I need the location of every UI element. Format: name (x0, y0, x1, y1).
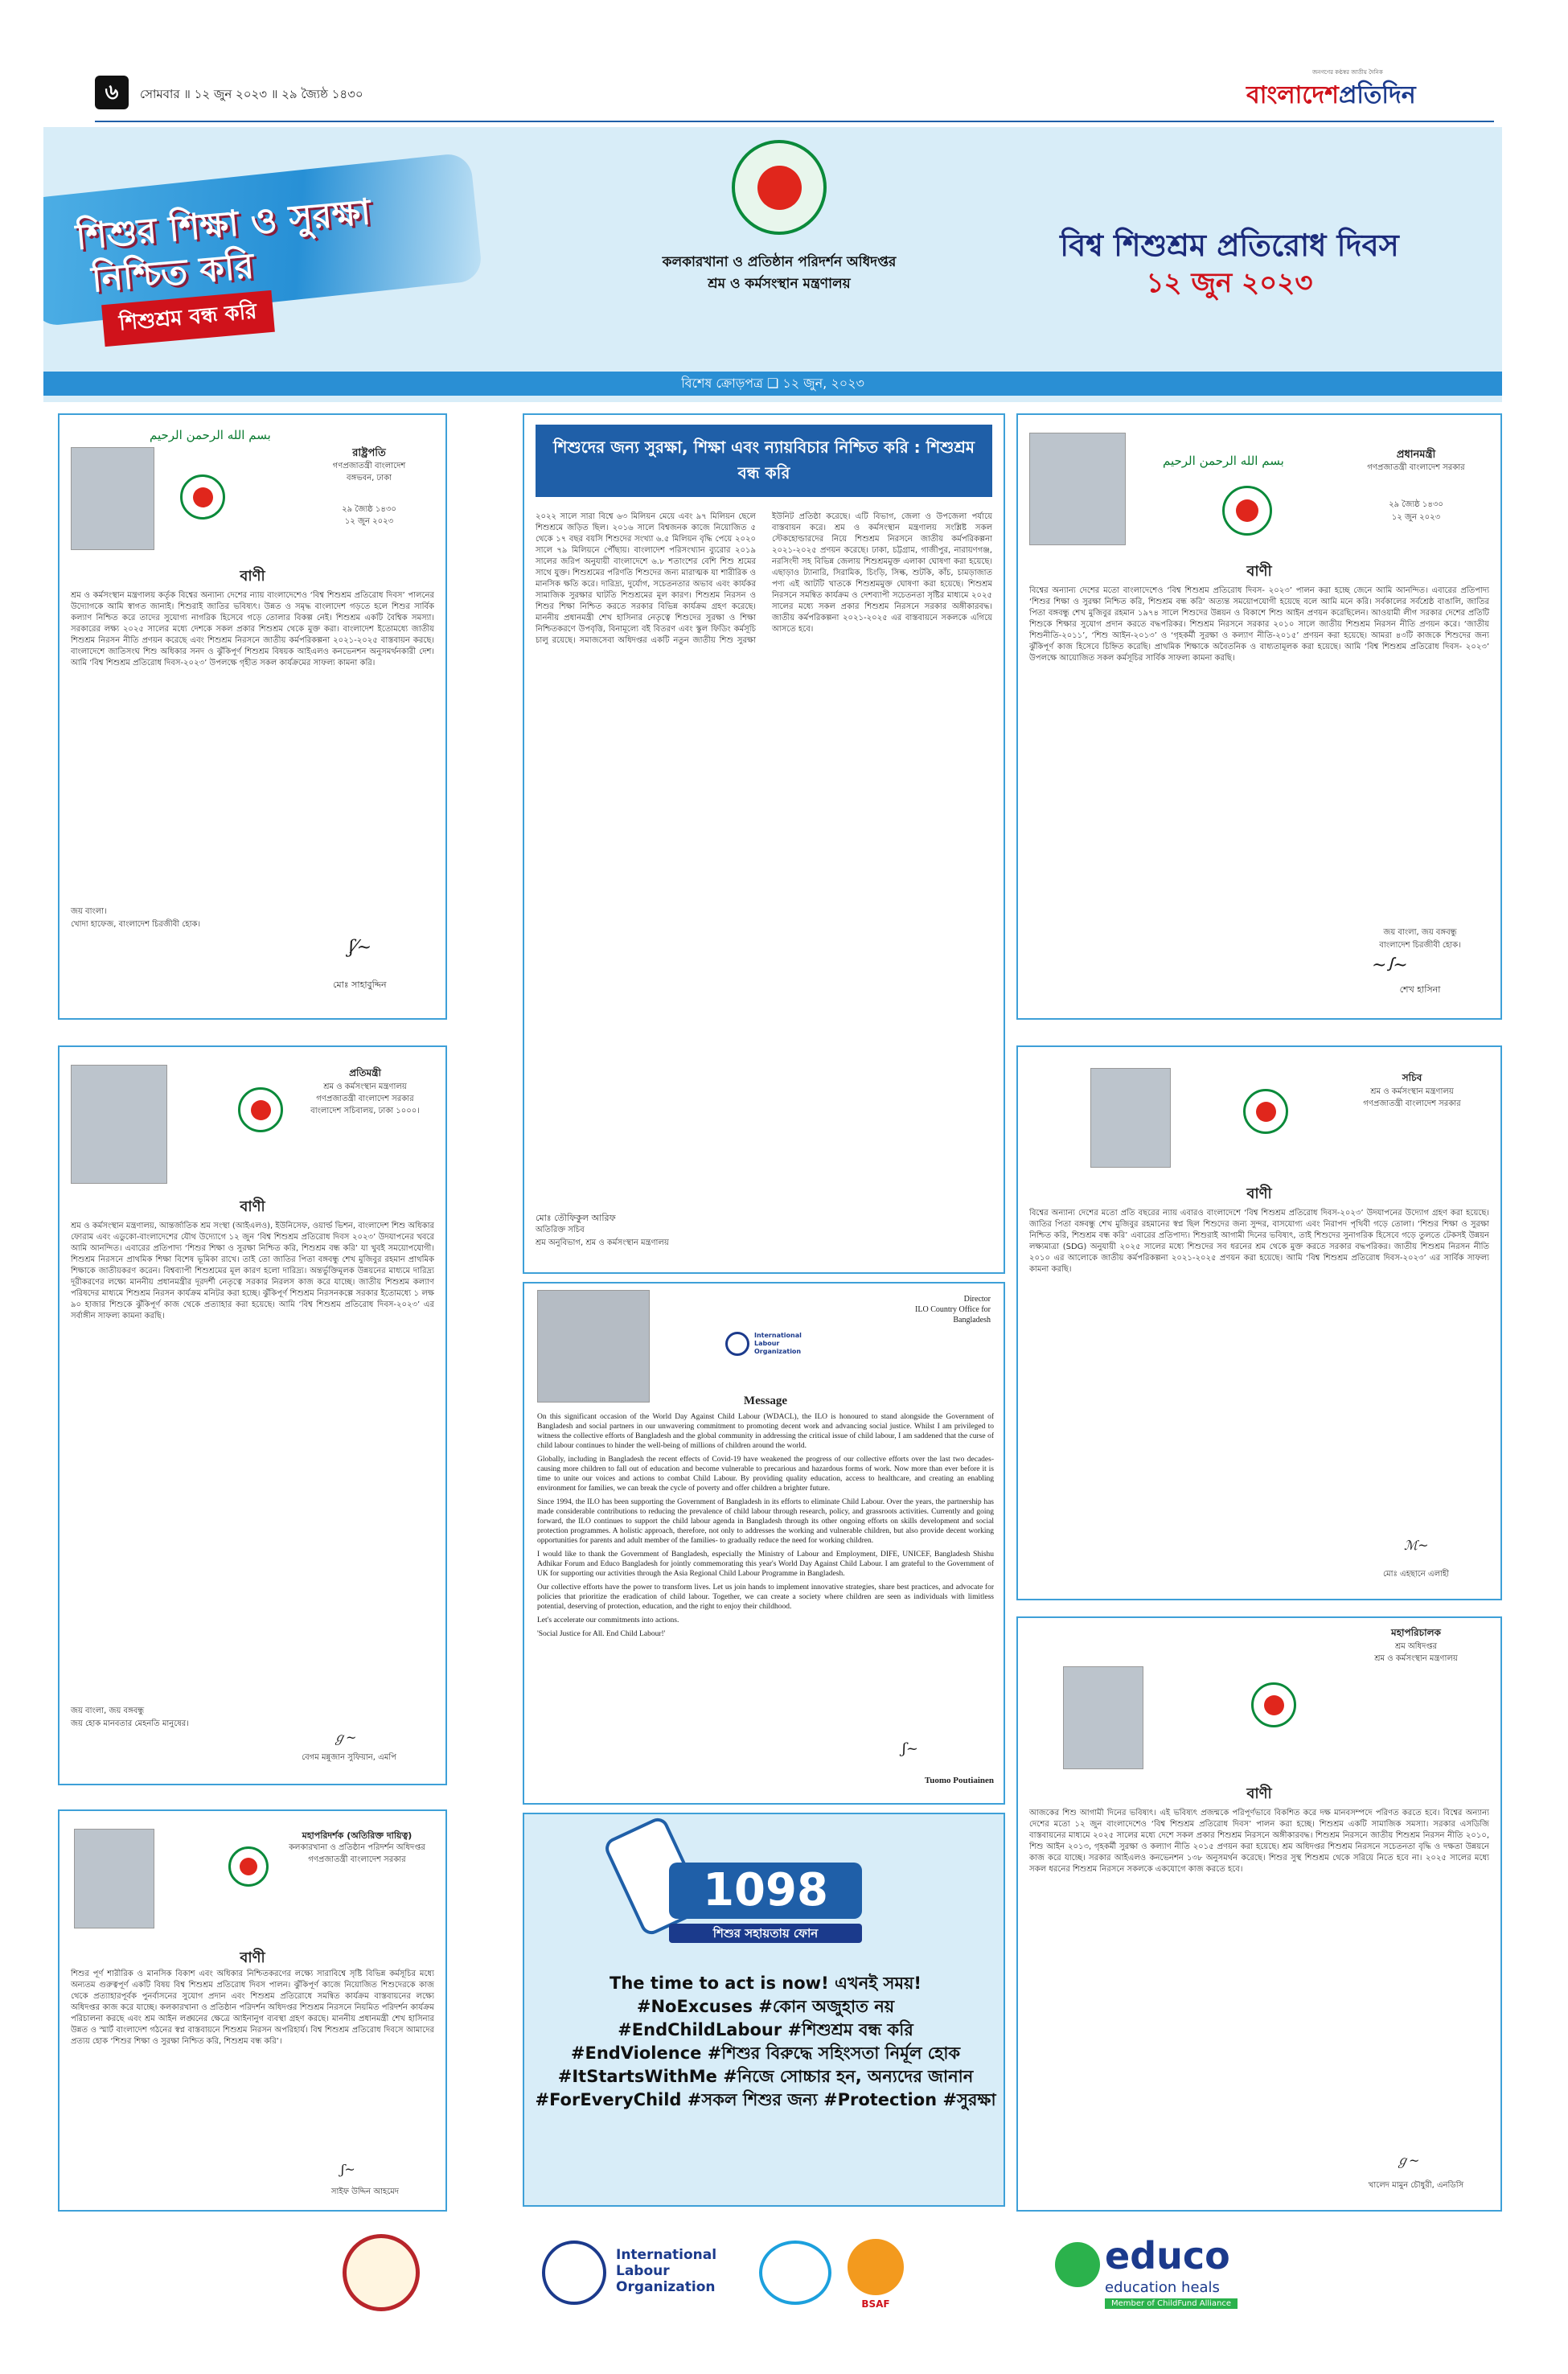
hashtag-line: The time to act is now! এখনই সময়! (610, 1974, 922, 1993)
pm-org: গণপ্রজাতন্ত্রী বাংলাদেশ সরকার (1367, 463, 1465, 472)
center-headline: শিশুদের জন্য সুরক্ষা, শিক্ষা এবং ন্যায়বিচার নিশ্চিত করি : শিশুশ্রম বন্ধ করি (536, 425, 992, 497)
ilo-director-photo (537, 1290, 650, 1403)
dg-emblem (1251, 1682, 1296, 1727)
state-minister-box (58, 1045, 447, 1785)
dg-title1: মহাপরিচালক (1391, 1627, 1441, 1638)
president-heading: বাণী (240, 568, 265, 585)
ilo-logo-l1: International (754, 1332, 802, 1339)
bsaf-label: BSAF (861, 2298, 890, 2310)
educo-sub: Member of ChildFund Alliance (1105, 2298, 1238, 2309)
bismillah-text-pm: بسم الله الرحمن الرحيم (1163, 454, 1284, 468)
pm-message-box (1016, 413, 1502, 1020)
pm-emblem (1222, 486, 1272, 536)
pm-closing1: জয় বাংলা, জয় বঙ্গবন্ধু (1383, 928, 1457, 937)
ig-dept: কলকারখানা ও প্রতিষ্ঠান পরিদর্শন অধিদপ্তর (289, 1843, 425, 1852)
educo-person-icon (1055, 2242, 1100, 2287)
secretary-signature: ℳ~ (1404, 1538, 1429, 1553)
state-minister-closing2: জয় হোক মানবতার মেহনতি মানুষের। (71, 1719, 189, 1728)
hashtag-line: #EndViolence #শিশুর বিরুদ্ধে সহিংসতা নির্মূল হোক (570, 2043, 961, 2063)
ilo-message-heading: Message (743, 1394, 788, 1407)
state-minister-ministry: শ্রম ও কর্মসংস্থান মন্ত্রণালয় (323, 1082, 407, 1091)
dg-heading: বাণী (1246, 1785, 1272, 1802)
header-rule (95, 121, 1494, 122)
secretary-title: সচিব (1402, 1072, 1422, 1083)
dg-photo (1063, 1666, 1143, 1769)
newspaper-logo (1246, 68, 1496, 113)
hashtag-line: #ItStartsWithMe #নিজে সোচ্চার হন, অন্যদের জানান (557, 2067, 974, 2086)
ig-box (58, 1809, 447, 2212)
slogan-line3-badge: শিশুশ্রম বন্ধ করি (101, 290, 274, 347)
pm-photo (1029, 433, 1126, 545)
ilo-footer-icon (542, 2241, 606, 2305)
secretary-name: মোঃ এহছানে এলাহী (1382, 1570, 1450, 1579)
dg-title2: শ্রম অধিদপ্তর (1394, 1642, 1438, 1651)
president-signature: ʃ⁄~ (349, 938, 372, 958)
state-minister-closing1: জয় বাংলা, জয় বঙ্গবন্ধু (71, 1707, 145, 1715)
center-body: ২০২২ সালে সারা বিশ্বে ৬৩ মিলিয়ন মেয়ে এবং ৯৭ মিলিয়ন ছেলে শিশুশ্রমে জড়িত ছিল। ২০১৬ সালে বিশ্বজনক কাজে নিয়োজিত ৫ থেকে ১৭ বছর বয়সি শিশুদের সংখ্যা ৬.৫ মিলিয়ন বৃদ্ধি পেয়ে ২০২০ সালে ৭৯ মিলিয়নে পৌঁছায়। বাংলাদেশ পরিসংখ্যান ব্যুরোর ২০১৯ সালের জরিপ অনুযায়ী বাংলাদেশে ৬.৮ শতাংশের বেশি শিশু শ্রমের সাথে যুক্ত। শিশুশ্রমের পরিণতি শিশুদের জন্য মারাত্মক যা শারীরিক ও মানসিক ক্ষতি করে। দারিদ্র্য, দুর্যোগ, সচেতনতার অভাব এবং কার্যকর সামাজিক সুরক্ষার ঘাটতি শিশুশ্রমের মূল কারণ। শিশুশ্রম নিরসন ও শিশুর শিক্ষা নিশ্চিত করতে সরকার বিভিন্ন কার্যক্রম গ্রহণ করেছে। মাননীয় প্রধানমন্ত্রী শেখ হাসিনার নেতৃত্বে শিশুদের সুরক্ষা ও শিক্ষা নিশ্চিতকরণে উপবৃত্তি, বিনামূল্যে বই বিতরণ এবং স্কুল ফিডিং কর্মসূচি চালু রয়েছে। সমাজসেবা অধিদপ্তর একটি নতুন জাতীয় শিশু সুরক্ষা ইউনিট প্রতিষ্ঠা করেছে। এটি বিভাগ, জেলা ও উপজেলা পর্যায়ে বাস্তবায়ন করে। শ্রম ও কর্মসংস্থান মন্ত্রণালয় সংশ্লিষ্ট সকল স্টেকহোল্ডারদের নিয়ে শিশুশ্রম নিরসনে জাতীয় কর্মপরিকল্পনা ২০২১-২০২৫ প্রণয়ন করেছে। ঢাকা, চট্টগ্রাম, গাজীপুর, নারায়ণগঞ্জ, নরসিংদী সহ বিভিন্ন জেলায় শিশুশ্রমমুক্ত এলাকা ঘোষণা করা হয়েছে। এছাড়াও ট্যানারি, সিরামিক, চিংড়ি, সিল্ক, শুটকি, কাঁচ, চামড়াজাত পণ্য এই আটটি খাতকে শিশুশ্রমমুক্ত ঘোষণা করা হয়েছে। শিশুশ্রম নিরসনে সমন্বিত কার্যক্রম ও দেশব্যাপী সচেতনতা সৃষ্টির মাধ্যমে ২০২৫ সালের মধ্যে সকল প্রকার শিশুশ্রম নিরসনে সরকার অঙ্গীকারবদ্ধ। জাতীয় কর্মপরিকল্পনা ২০২১-২০২৫ এর বাস্তবায়নে সকলকে এগিয়ে আসতে হবে। (536, 512, 992, 645)
center-author-title1: অতিরিক্ত সচিব (536, 1226, 585, 1234)
secretary-org: গণপ্রজাতন্ত্রী বাংলাদেশ সরকার (1363, 1099, 1461, 1108)
ilo-quote: 'Social Justice for All. End Child Labour!' (537, 1630, 666, 1638)
helpline-label: শিশুর সহায়তায় ফোন (669, 1924, 862, 1943)
ilo-logo-l2: Labour (754, 1340, 780, 1347)
president-closing2: খোদা হাফেজ, বাংলাদেশ চিরজীবী হোক। (71, 920, 201, 929)
ilo-office2: Bangladesh (953, 1316, 991, 1325)
ig-photo (74, 1829, 154, 1928)
ilo-footer-l3: Organization (616, 2279, 716, 2295)
dg-box (1016, 1616, 1502, 2212)
president-name: মোঃ সাহাবুদ্দিন (333, 980, 387, 990)
hashtag-line: #NoExcuses #কোন অজুহাত নয় (636, 1997, 895, 2016)
educo-name: educo (1105, 2234, 1230, 2277)
president-closing1: জয় বাংলা। (71, 907, 107, 916)
ilo-footer-l2: Labour (616, 2263, 670, 2279)
hashtag-list (532, 1972, 999, 2112)
pm-body: বিশ্বের অন্যান্য দেশের মতো বাংলাদেশেও ‘বিশ্ব শিশুশ্রম প্রতিরোধ দিবস- ২০২৩’ পালন করা হচ্ছে জেনে আমি আনন্দিত। এবারের প্রতিপাদ্য ‘শিশুর শিক্ষা ও সুরক্ষা নিশ্চিত করি, শিশুশ্রম বন্ধ করি’ অত্যন্ত সময়োপযোগী হয়েছে বলে আমি মনে করি। সর্বকালের সর্বশ্রেষ্ঠ বাঙালি, জাতির পিতা বঙ্গবন্ধু শেখ মুজিবুর রহমান ১৯৭৪ সালে শিশুদের উন্নয়ন ও বিকাশে শিশু আইন প্রণয়ন করেছিলেন। আওয়ামী লীগ সরকার দেশের প্রতিটি শিশুকে শিক্ষার সুযোগ প্রদান করতে বদ্ধপরিকর। শিশুশ্রম নিরসনে সরকার ২০১০ সালে জাতীয় শিশুশ্রম নিরসন নীতি প্রণয়ন করে। ‘জাতীয় শিশুনীতি-২০১১’, ‘শিশু আইন-২০১৩’ ও ‘গৃহকর্মী সুরক্ষা ও কল্যাণ নীতি-২০১৫’ প্রণয়ন করা হয়েছে। আমরা ৪৩টি কাজকে শিশুদের জন্য ঝুঁকিপূর্ণ কাজ হিসেবে চিহ্নিত করেছি। প্রাথমিক শিক্ষাকে অবৈতনিক ও বাধ্যতামূলক করা হয়েছে। আমি ‘বিশ্ব শিশুশ্রম প্রতিরোধ দিবস- ২০২৩’ উপলক্ষে আয়োজিত সকল কর্মসূচির সার্বিক সাফল্য কামনা করছি। (1029, 586, 1489, 663)
president-date2: ১২ জুন ২০২৩ (344, 517, 394, 526)
state-minister-title: প্রতিমন্ত্রী (349, 1067, 381, 1078)
ilo-p6: Let's accelerate our commitments into actions. (537, 1616, 679, 1624)
state-minister-org: গণপ্রজাতন্ত্রী বাংলাদেশ সরকার (316, 1095, 414, 1103)
page-number: ৬ (95, 76, 129, 109)
bsaf-logo (848, 2239, 904, 2295)
ilo-footer-l1: International (616, 2247, 717, 2263)
ilo-logo-icon (725, 1332, 749, 1356)
unicef-logo (759, 2241, 831, 2305)
ilo-message-body (537, 1412, 994, 1639)
ilo-logo-l3: Organization (754, 1348, 802, 1355)
header-date: সোমবার ॥ ১২ জুন ২০২৩ ॥ ২৯ জ্যৈষ্ঠ ১৪৩০ (140, 87, 363, 101)
ig-body: শিশুর পূর্ণ শারীরিক ও মানসিক বিকাশ এবং অধিকার নিশ্চিতকরণের লক্ষ্যে সারাবিশ্বে সৃষ্টি বিভিন্ন কর্মসূচির মধ্যে অন্যতম গুরুত্বপূর্ণ একটি বিষয় বিশ্ব শিশুশ্রম প্রতিরোধ দিবস পালন। ঝুঁকিপূর্ণ কাজে নিয়োজিত শিশুদেরকে কাজ থেকে প্রত্যাহারপূর্বক পুনর্বাসনের সুযোগ প্রদান এবং শিশুশ্রম প্রতিরোধে সমন্বিত কার্যক্রম বাস্তবায়নের লক্ষ্যে অধিদপ্তর কাজ করে যাচ্ছে। কলকারখানা ও প্রতিষ্ঠান পরিদর্শন অধিদপ্তর শিশুশ্রম নিরসনে নিয়মিত পরিদর্শন কার্যক্রম পরিচালনা করছে এবং শ্রম আইন লঙ্ঘনের ক্ষেত্রে আইনানুগ ব্যবস্থা গ্রহণ করছে। মাননীয় প্রধানমন্ত্রী শেখ হাসিনার উন্নত ও স্মার্ট বাংলাদেশ গঠনের স্বপ্ন বাস্তবায়নে শিশুশ্রম নিরসন অপরিহার্য। বিশ্ব শিশুশ্রম প্রতিরোধ দিবসে আমাদের প্রত্যয় হোক ‘শিশুর শিক্ষা ও সুরক্ষা নিশ্চিত করি, শিশুশ্রম বন্ধ করি’। (71, 1969, 434, 2046)
logo-part2: প্রতিদিন (1338, 81, 1416, 109)
logo-part1: বাংলাদেশ (1246, 81, 1339, 109)
helpline-box (523, 1813, 1005, 2207)
ig-name: সাইফ উদ্দিন আহমেদ (330, 2187, 400, 2196)
dg-name: খালেদ মামুন চৌধুরী, এনডিসি (1368, 2181, 1464, 2190)
ig-signature: ʃ~ (341, 2162, 355, 2177)
state-minister-name: বেগম মন্নুজান সুফিয়ান, এমপি (302, 1753, 396, 1762)
slogan-line2: নিশ্চিত করি (89, 245, 256, 301)
president-photo (71, 447, 154, 550)
dg-ministry: শ্রম ও কর্মসংস্থান মন্ত্রণালয় (1374, 1654, 1458, 1663)
pm-heading: বাণী (1246, 563, 1272, 580)
president-emblem (180, 474, 225, 520)
state-minister-body: শ্রম ও কর্মসংস্থান মন্ত্রণালয়, আন্তর্জাতিক শ্রম সংস্থা (আইএলও), ইউনিসেফ, ওয়ার্ল্ড ভিশন, বাংলাদেশ শিশু অধিকার ফোরাম এবং এডুকো-বাংলাদেশের যৌথ উদ্যোগে ১২ জুন ‘বিশ্ব শিশুশ্রম প্রতিরোধ দিবস ২০২৩’ উদযাপনের খবরে আমি আনন্দিত। এবারের প্রতিপাদ্য ‘শিশুর শিক্ষা ও সুরক্ষা নিশ্চিত করি, শিশুশ্রম বন্ধ করি’ যা খুবই সময়োপযোগী। শিশুশ্রম নিরসনে প্রাথমিক শিক্ষা বিশেষ ভূমিকা রাখে। তাই তো জাতির পিতা বঙ্গবন্ধু শেখ মুজিবুর রহমান প্রাথমিক শিক্ষাকে জাতীয়করণ করেন। বিশ্বব্যাপী শিশুশ্রমের মূল কারণ হলো দারিদ্র্য। অন্তর্ভুক্তিমূলক উন্নয়নের মাধ্যমে দারিদ্র্য দূরীকরণের লক্ষ্যে মাননীয় প্রধানমন্ত্রীর দূরদর্শী নেতৃত্বে সরকার নিরলস কাজ করে যাচ্ছে। জাতীয় শিশুশ্রম কল্যাণ পরিষদের মাধ্যমে শিশুশ্রম নিরসন কার্যক্রম মনিটর করা হচ্ছে। ঝুঁকিপূর্ণ শিশুশ্রম নিরসনকল্পে সরকার ইতোমধ্যে ১ লক্ষ ৯০ হাজার শিশুকে ঝুঁকিপূর্ণ কাজ থেকে প্রত্যাহার করা হয়েছে। আমি ‘বিশ্ব শিশুশ্রম প্রতিরোধ দিবস-২০২৩’ এর সর্বাঙ্গীন সাফল্য কামনা করছি। (71, 1222, 434, 1320)
ilo-office1: ILO Country Office for (915, 1305, 991, 1314)
hashtag-line: #ForEveryChild #সকল শিশুর জন্য #Protection #সুরক্ষা (535, 2090, 996, 2109)
pm-name: শেখ হাসিনা (1399, 984, 1441, 995)
dg-body: আজকের শিশু আগামী দিনের ভবিষ্যৎ। এই ভবিষ্যৎ প্রজন্মকে পরিপূর্ণভাবে বিকশিত করে দক্ষ মানবসম্পদে পরিণত করতে হবে। বিশ্বের অন্যান্য দেশের মতো ১২ জুন বাংলাদেশেও ‘বিশ্ব শিশুশ্রম প্রতিরোধ দিবস’ পালন করা হচ্ছে। শিশুশ্রম একটি সামাজিক সমস্যা। সরকার এসডিজি বাস্তবায়নের মাধ্যমে ২০২৫ সালের মধ্যে দেশে সকল প্রকার শিশুশ্রম নিরসনে অঙ্গীকারবদ্ধ। শিশুশ্রম নিরসনে জাতীয় শিশুশ্রম নিরসন নীতি ২০১০, শিশু আইন ২০১৩, গৃহকর্মী সুরক্ষা ও কল্যাণ নীতি ২০১৫ প্রণয়ন করা হয়েছে। শ্রম অধিদপ্তর শিশুশ্রম নিরসনে সচেতনতা বৃদ্ধি ও দক্ষতা উন্নয়নে কাজ করে যাচ্ছে। সরকার আইএলও কনভেনশন ১৩৮ অনুসমর্থন করেছে। শিশুর সুস্থ শিশুশ্রম থেকে সরিয়ে নিতে হবে না। ২০২৫ সালের মধ্যে সকল ধরনের শিশুশ্রম নিরসনে সকলকে একযোগে কাজ করতে হবে। (1029, 1809, 1489, 1874)
secretary-emblem (1243, 1089, 1288, 1134)
ilo-p4: I would like to thank the Government of Bangladesh, especially the Ministry of Labour and Employment, DIFE, UNICEF, Bangladesh Shishu Adhikar Forum and Educo Bangladesh for jointly commemorating this year's World Day Against Child Labour. I am grateful to the Government of UK for supporting our activities through the Asia Regional Child Labour Programme in Bangladesh. (537, 1550, 994, 1578)
state-minister-signature: ℊ~ (333, 1730, 357, 1745)
banner-ministry: শ্রম ও কর্মসংস্থান মন্ত্রণালয় (708, 276, 851, 292)
president-title: রাষ্ট্রপতি (352, 447, 386, 459)
bismillah-text: بسم الله الرحمن الرحيم (150, 428, 271, 442)
center-author-title2: শ্রম অনুবিভাগ, শ্রম ও কর্মসংস্থান মন্ত্রণালয় (536, 1238, 669, 1247)
president-date1: ২৯ জ্যৈষ্ঠ ১৪৩০ (342, 505, 396, 514)
ilo-director-label: Director (963, 1295, 991, 1304)
center-author: মোঃ তৌফিকুল আরিফ (536, 1213, 616, 1223)
secretary-photo (1090, 1068, 1171, 1168)
state-minister-emblem (238, 1087, 283, 1132)
pm-date2: ১২ জুন ২০২৩ (1391, 513, 1441, 522)
president-body: শ্রম ও কর্মসংস্থান মন্ত্রণালয় কর্তৃক বিশ্বের অন্যান্য দেশের ন্যায় বাংলাদেশেও ‘বিশ্ব শিশুশ্রম প্রতিরোধ দিবস’ পালনের উদ্যোগকে আমি স্বাগত জানাই। শিশুরাই জাতির ভবিষ্যৎ। উন্নত ও সমৃদ্ধ বাংলাদেশ গড়তে হলে শিশুর সার্বিক কল্যাণ নিশ্চিত করে তাদের সুযোগ্য নাগরিক হিসেবে গড়ে তোলার বিকল্প নেই। শিশুশ্রম একটি বৈশ্বিক সমস্যা। সরকারের লক্ষ্য ২০২৫ সালের মধ্যে দেশকে সকল প্রকার শিশুশ্রম থেকে মুক্ত করা। বাংলাদেশ ইতোমধ্যে জাতীয় শিশুশ্রম নিরসন নীতি প্রণয়ন করেছে এবং শিশুশ্রম নিরসনে জাতীয় কর্মপরিকল্পনা ২০২১-২০২৫ বাস্তবায়ন করছে। বাংলাদেশে জাতিসংঘ শিশু অধিকার সনদ ও ঝুঁকিপূর্ণ শিশুশ্রম বিষয়ক আইএলও কনভেনশন অনুসমর্থনকারী দেশ। আমি ‘বিশ্ব শিশুশ্রম প্রতিরোধ দিবস-২০২৩’ উপলক্ষে গৃহীত সকল কার্যক্রমের সাফল্য কামনা করি। (71, 591, 434, 667)
president-message-box (58, 413, 447, 1020)
dife-logo (343, 2234, 420, 2311)
ilo-message-box (523, 1282, 1005, 1805)
ilo-director-name: Tuomo Poutiainen (924, 1776, 994, 1785)
state-minister-heading: বাণী (240, 1198, 265, 1215)
government-emblem (732, 140, 827, 235)
ilo-signature: ʃ~ (902, 1740, 918, 1757)
secretary-ministry: শ্রম ও কর্মসংস্থান মন্ত্রণালয় (1370, 1087, 1454, 1096)
pm-date1: ২৯ জ্যৈষ্ঠ ১৪৩০ (1389, 500, 1443, 509)
dg-signature: ℊ~ (1396, 2153, 1420, 2168)
ig-title: মহাপরিদর্শক (অতিরিক্ত দায়িত্ব) (302, 1830, 413, 1841)
page-header (95, 69, 1494, 121)
president-place: বঙ্গভবন, ঢাকা (347, 474, 392, 483)
ig-org: গণপ্রজাতন্ত্রী বাংলাদেশ সরকার (308, 1855, 406, 1864)
banner (43, 127, 1502, 402)
hashtag-line: #EndChildLabour #শিশুশ্রম বন্ধ করি (618, 2020, 913, 2039)
logo-tagline: জনগণের কণ্ঠস্বর জাতীয় দৈনিক (1312, 69, 1383, 76)
center-article-box (523, 413, 1005, 1274)
footer-logos (43, 2218, 1502, 2339)
pm-signature: ~ꭍ~ (1372, 955, 1408, 975)
state-minister-photo (71, 1065, 167, 1184)
pm-title: প্রধানমন্ত্রী (1396, 449, 1436, 461)
helpline-number: 1098 (669, 1863, 862, 1919)
ilo-p1: On this significant occasion of the World Day Against Child Labour (WDACL), the ILO is honoured to stand alongside the Government of Bangladesh and social partners in our unwavering commitment to promoting decent work and advancing social justice. Whilst I am privileged to witness the collective efforts of Bangladesh and the global community in addressing the critical issue of child labour, I am saddened that the curse of child labour continues to hinder the well-being of millions of children around the world. (537, 1413, 994, 1450)
president-org: গণপ্রজাতন্ত্রী বাংলাদেশ (332, 462, 406, 470)
secretary-heading: বাণী (1246, 1185, 1272, 1202)
secretary-body: বিশ্বের অন্যান্য দেশের মতো প্রতি বছরের ন্যায় এবারও বাংলাদেশে ‘বিশ্ব শিশুশ্রম প্রতিরোধ দিবস-২০২৩’ উদযাপনের উদ্যোগ গ্রহণ করা হয়েছে। জাতির পিতা বঙ্গবন্ধু শেখ মুজিবুর রহমানের স্বপ্ন ছিল শিশুদের জন্য সুন্দর, বাসযোগ্য এবং নিরাপদ পৃথিবী গড়ে তোলা। ‘শিশুর শিক্ষা ও সুরক্ষা নিশ্চিত করি, শিশুশ্রম বন্ধ করি’ এবারের প্রতিপাদ্য। শিশুরাই আগামী দিনের ভবিষ্যৎ, তাই শিশুদের সুনাগরিক হিসেবে গড়ে তুলতে টেকসই উন্নয়ন লক্ষ্যমাত্রা (SDG) অনুযায়ী ২০২৫ সালের মধ্যে শিশুদের সব ধরনের শ্রম থেকে মুক্ত করতে সরকার বদ্ধপরিকর। জাতীয় শিশুশ্রম নিরসন নীতি ২০১০ এর আলোকে জাতীয় কর্মপরিকল্পনা ২০২১-২০২৫ প্রণয়ন করা হয়েছে। আমি ‘বিশ্ব শিশুশ্রম প্রতিরোধ দিবস-২০২৩’ এর সার্বিক সাফল্য কামনা করছি। (1029, 1209, 1489, 1274)
day-date: ১২ জুন ২০২৩ (1146, 267, 1313, 299)
supplement-strip: বিশেষ ক্রোড়পত্র ❏ ১২ জুন, ২০২৩ (43, 372, 1502, 396)
educo-tagline: education heals (1105, 2279, 1220, 2296)
day-title: বিশ্ব শিশুশ্রম প্রতিরোধ দিবস (1060, 228, 1399, 263)
ilo-p2: Globally, including in Bangladesh the recent effects of Covid-19 have weakened the progress of our collective efforts over the last two decades- causing more children to fall out of education and become vulnerable to precarious and hazardous forms of work. Now more than ever before it is time to unite our voices and actions to combat Child Labour. By providing quality education, access to healthcare, and creating an enabling environment for families, we can break the cycle of poverty and offer children a brighter future. (537, 1456, 994, 1493)
state-minister-addr: বাংলাদেশ সচিবালয়, ঢাকা ১০০০। (310, 1107, 420, 1115)
ilo-p3: Since 1994, the ILO has been supporting the Government of Bangladesh in its efforts to eliminate Child Labour. Over the years, the partnership has made considerable contributions to reducing the prevalence of child labour through research, policy, and grassroots activities. Currently and going forward, the ILO continues to support the child labour agenda in Bangladesh through its other ongoing efforts on skills development and social protection programmes. A holistic approach, therefore, not only to addresses the working and vulnerable children, but also provide decent working opportunities for parents and adult member of the families- to gradually reduce the need for working children. (537, 1498, 994, 1545)
pm-closing2: বাংলাদেশ চিরজীবী হোক। (1379, 941, 1461, 950)
ig-emblem (228, 1846, 269, 1887)
ig-heading: বাণী (240, 1949, 265, 1966)
banner-dept: কলকারখানা ও প্রতিষ্ঠান পরিদর্শন অধিদপ্তর (662, 254, 897, 270)
ilo-p5: Our collective efforts have the power to transform lives. Let us join hands to implement innovative strategies, share best practices, and advocate for policies that prioritize the eradication of child labour. Together, we can create a society where children are seen as individuals with limitless potential, deserving of protection, education, and the right to enjoy their childhood. (537, 1583, 994, 1611)
slogan-line1: শিশুর শিক্ষা ও সুরক্ষা (74, 191, 373, 258)
secretary-box (1016, 1045, 1502, 1600)
